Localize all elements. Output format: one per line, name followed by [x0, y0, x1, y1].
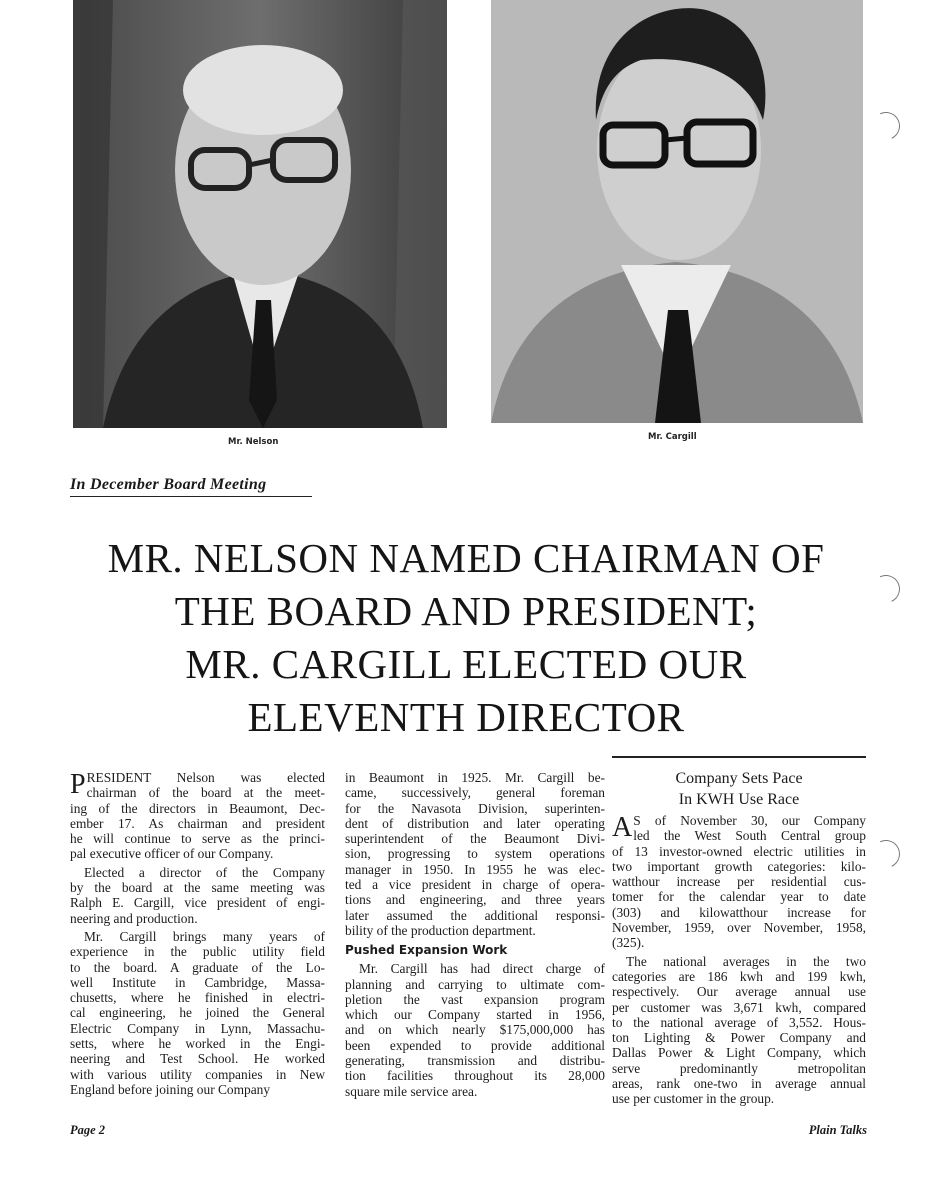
text-line: (303) and kilowatthour increase for — [612, 904, 866, 920]
text-line: tomer for the calendar year to date — [612, 889, 866, 905]
text-line: generating, transmission and distribu- — [345, 1053, 605, 1069]
paragraph — [612, 813, 866, 951]
text-line: tion facilities throughout its 28,000 — [345, 1068, 605, 1084]
text-line: serve predominantly metropolitan — [612, 1060, 866, 1076]
text-line: chusetts, where he finished in electri- — [70, 990, 325, 1006]
paragraph — [70, 865, 325, 926]
text-line: RESIDENT Nelson was elected — [86, 770, 325, 785]
text-line: (325). — [612, 935, 645, 951]
text-line: to the national average of 3,552. Hous- — [612, 1014, 866, 1030]
headline-line: ELEVENTH DIRECTOR — [247, 694, 685, 740]
headline — [40, 532, 892, 744]
sidebar-column — [612, 768, 866, 1107]
text-line: superintendent of the Beaumont Divi- — [345, 831, 605, 847]
text-line: per customer was 3,671 kwh, compared — [612, 999, 866, 1015]
paragraph — [70, 770, 325, 862]
sidebar-title: In KWH Use Race — [678, 791, 800, 808]
headline-line: THE BOARD AND PRESIDENT; — [174, 588, 758, 634]
text-line: with various utility companies in New — [70, 1066, 325, 1082]
text-line: ember 17. As chairman and president — [70, 815, 325, 831]
photo-mr-cargill — [491, 0, 863, 423]
text-line: The national averages in the two — [626, 953, 866, 969]
text-line: for the Navasota Division, superinten- — [345, 800, 605, 816]
text-line: two important growth categories: kilo- — [612, 858, 866, 874]
drop-cap: A — [612, 812, 633, 843]
text-line: pletion the vast expansion program — [345, 991, 605, 1007]
text-line: categories are 186 kwh and 199 kwh, — [612, 968, 866, 984]
photo-caption-cargill: Mr. Cargill — [648, 432, 697, 442]
text-line: ton Lighting & Power Company and — [612, 1030, 866, 1046]
text-line: neering and Test School. He worked — [70, 1051, 325, 1067]
text-line: England before joining our Company — [70, 1081, 271, 1097]
headline-line: MR. NELSON NAMED CHAIRMAN OF — [107, 535, 825, 581]
paragraph — [612, 954, 866, 1107]
text-line: Dallas Power & Light Company, which — [612, 1045, 866, 1061]
punch-hole-mark — [868, 108, 904, 144]
text-line: respectively. Our average annual use — [612, 984, 866, 1000]
sidebar-rule — [612, 756, 866, 758]
text-line: dent of distribution and later operating — [345, 815, 605, 831]
page-number: Page 2 — [70, 1123, 106, 1137]
article-column-2 — [345, 767, 605, 1099]
headline-line: MR. CARGILL ELECTED OUR — [185, 641, 747, 687]
text-line: came, successively, general foreman — [345, 785, 605, 801]
text-line: square mile service area. — [345, 1083, 478, 1099]
article-column-1 — [70, 767, 325, 1097]
text-line: ing of the directors in Beaumont, Dec- — [70, 800, 325, 816]
text-line: later assumed the additional responsi- — [345, 907, 605, 923]
text-line: sion, progressing to system operations — [345, 846, 605, 862]
text-line: watthour increase per residential cus- — [612, 874, 866, 890]
text-line: setts, where he worked in the Engi- — [70, 1036, 325, 1052]
text-line: November, 1959, over November, 1958, — [612, 920, 866, 936]
text-line: been expended to provide additional — [345, 1037, 605, 1053]
text-line: in Beaumont in 1925. Mr. Cargill be- — [345, 770, 605, 785]
sidebar-title: Company Sets Pace — [675, 770, 803, 787]
text-line: ted a vice president in charge of opera- — [345, 877, 605, 893]
text-line: pal executive officer of our Company. — [70, 846, 274, 862]
text-line: led the West South Central group — [633, 828, 866, 844]
paragraph — [70, 929, 325, 1097]
text-line: planning and carrying to ultimate com- — [345, 976, 605, 992]
text-line: experience in the public utility field — [70, 944, 325, 960]
text-line: which our Company started in 1956, — [345, 1007, 605, 1023]
punch-hole-mark — [868, 836, 904, 872]
text-line: neering and production. — [70, 910, 198, 926]
paragraph — [345, 961, 605, 1099]
text-line: Mr. Cargill brings many years of — [84, 928, 325, 944]
text-line: he will continue to serve as the princi- — [70, 831, 325, 847]
text-line: use per customer in the group. — [612, 1091, 775, 1107]
text-line: of 13 investor-owned electric utilities in — [612, 843, 866, 859]
text-line: Mr. Cargill has had direct charge of — [359, 961, 605, 977]
photo-mr-nelson — [73, 0, 447, 428]
text-line: manager in 1950. In 1955 he was elec- — [345, 861, 605, 877]
text-line: S of November 30, our Company — [633, 813, 866, 828]
kicker: In December Board Meeting — [70, 476, 312, 497]
subhead-pushed-expansion: Pushed Expansion Work — [345, 943, 508, 958]
publication-name: Plain Talks — [808, 1123, 867, 1137]
text-line: Ralph E. Cargill, vice president of engi- — [70, 895, 325, 911]
drop-cap: P — [70, 769, 86, 800]
paragraph — [345, 770, 605, 938]
text-line: well Institute in Cambridge, Massa- — [70, 974, 325, 990]
text-line: by the board at the same meeting was — [70, 880, 325, 896]
text-line: chairman of the board at the meet- — [86, 785, 325, 801]
text-line: tions and engineering, and three years — [345, 892, 605, 908]
text-line: and on which nearly $175,000,000 has — [345, 1022, 605, 1038]
text-line: Elected a director of the Company — [84, 864, 325, 880]
photo-caption-nelson: Mr. Nelson — [228, 437, 279, 447]
text-line: Electric Company in Lynn, Massachu- — [70, 1020, 325, 1036]
text-line: cal engineering, he joined the General — [70, 1005, 325, 1021]
text-line: bility of the production department. — [345, 922, 536, 938]
text-line: areas, rank one-two in average annual — [612, 1076, 866, 1092]
text-line: to the board. A graduate of the Lo- — [70, 959, 325, 975]
